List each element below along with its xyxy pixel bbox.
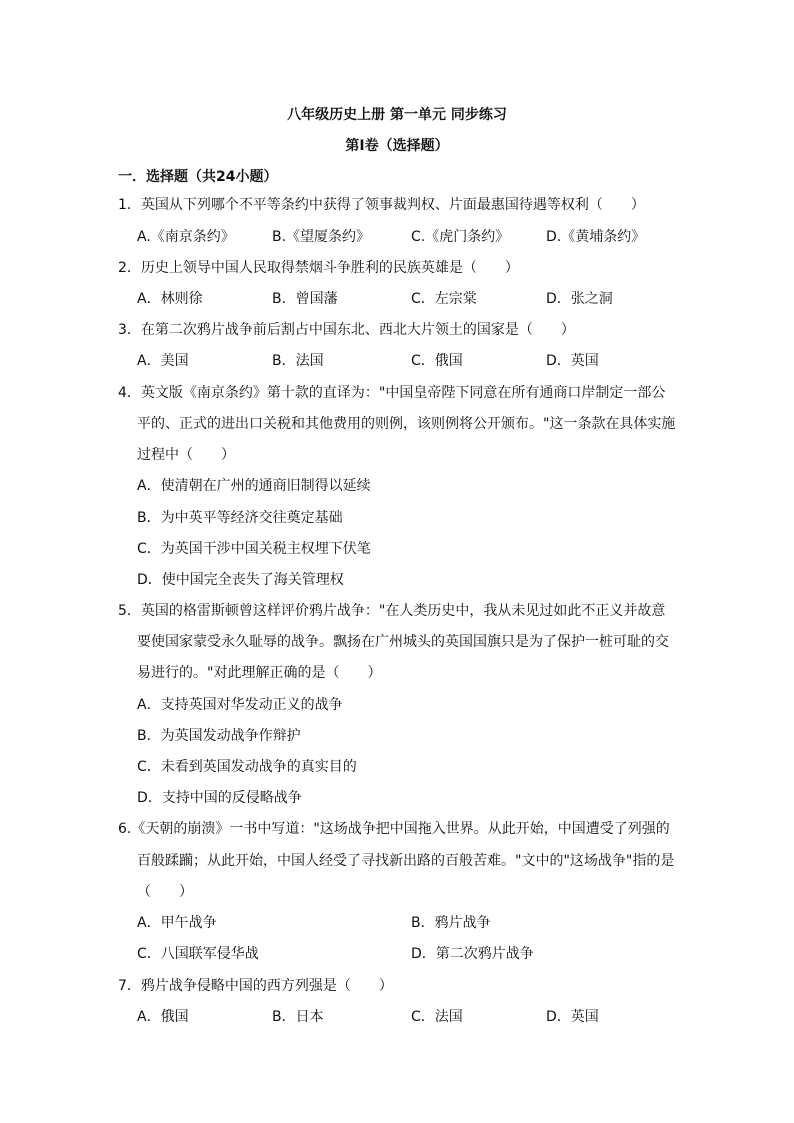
question-3-option-c: C．俄国 [411, 353, 463, 369]
question-3-line-1: 3．在第二次鸦片战争前后割占中国东北、西北大片领土的国家是（ ） [118, 322, 575, 338]
question-5-option-b: B．为英国发动战争作辩护 [137, 728, 301, 744]
question-3-option-b: B．法国 [272, 353, 324, 369]
question-1-option-b: B.《望厦条约》 [272, 229, 371, 245]
question-1-line-1: 1．英国从下列哪个不平等条约中获得了领事裁判权、片面最惠国待遇等权利（ ） [118, 197, 645, 213]
question-6-line-2: 百般蹂躏；从此开始，中国人经受了寻找新出路的百般苦难。"文中的"这场战争"指的是 [137, 853, 675, 869]
question-4-option-d: D．使中国完全丧失了海关管理权 [137, 572, 344, 588]
question-2-option-b: B．曾国藩 [272, 291, 338, 307]
question-4-option-b: B．为中英平等经济交往奠定基础 [137, 510, 343, 526]
question-6-option-d: D．第二次鸦片战争 [411, 946, 534, 962]
question-7-option-b: B．日本 [272, 1009, 324, 1025]
question-2-option-a: A．林则徐 [137, 291, 203, 307]
question-3-option-a: A．美国 [137, 353, 189, 369]
question-4-line-1: 4．英文版《南京条约》第十款的直译为："中国皇帝陛下同意在所有通商口岸制定一部公 [118, 385, 666, 401]
question-7-option-a: A．俄国 [137, 1009, 189, 1025]
question-6-line-3: （ ） [137, 884, 193, 900]
question-1-option-c: C.《虎门条约》 [411, 229, 510, 245]
question-5-option-d: D．支持中国的反侵略战争 [137, 790, 302, 806]
question-1-option-d: D.《黄埔条约》 [546, 229, 646, 245]
question-4-option-a: A．使清朝在广州的通商旧制得以延续 [137, 478, 371, 494]
question-2-option-c: C．左宗棠 [411, 291, 477, 307]
question-5-line-2: 要使国家蒙受永久耻辱的战争。飘扬在广州城头的英国国旗只是为了保护一桩可耻的交 [137, 634, 669, 650]
question-5-line-3: 易进行的。"对此理解正确的是（ ） [137, 665, 382, 681]
question-7-option-d: D．英国 [546, 1009, 599, 1025]
document-subtitle: 第Ⅰ卷（选择题） [345, 138, 449, 154]
question-5-option-c: C．未看到英国发动战争的真实目的 [137, 759, 357, 775]
question-2-line-1: 2．历史上领导中国人民取得禁烟斗争胜利的民族英雄是（ ） [118, 260, 519, 276]
question-1-option-a: A.《南京条约》 [137, 229, 235, 245]
question-7-option-c: C．法国 [411, 1009, 463, 1025]
section-heading: 一．选择题（共24小题） [118, 169, 278, 185]
document-title: 八年级历史上册 第一单元 同步练习 [287, 107, 507, 123]
question-6-option-b: B．鸦片战争 [411, 915, 491, 931]
question-4-line-3: 过程中（ ） [137, 447, 235, 463]
question-4-option-c: C．为英国干涉中国关税主权埋下伏笔 [137, 541, 371, 557]
question-5-line-1: 5．英国的格雷斯顿曾这样评价鸦片战争："在人类历史中，我从未见过如此不正义并故意 [118, 603, 666, 619]
question-6-line-1: 6.《天朝的崩溃》一书中写道："这场战争把中国拖入世界。从此开始，中国遭受了列强的 [118, 821, 670, 837]
question-4-line-2: 平的、正式的进出口关税和其他费用的则例，该则例将公开颁布。"这一条款在具体实施 [137, 416, 676, 432]
question-7-line-1: 7．鸦片战争侵略中国的西方列强是（ ） [118, 978, 393, 994]
question-3-option-d: D．英国 [546, 353, 599, 369]
question-2-option-d: D．张之洞 [546, 291, 613, 307]
question-6-option-c: C．八国联军侵华战 [137, 946, 259, 962]
question-5-option-a: A．支持英国对华发动正义的战争 [137, 697, 343, 713]
question-6-option-a: A．甲午战争 [137, 915, 217, 931]
